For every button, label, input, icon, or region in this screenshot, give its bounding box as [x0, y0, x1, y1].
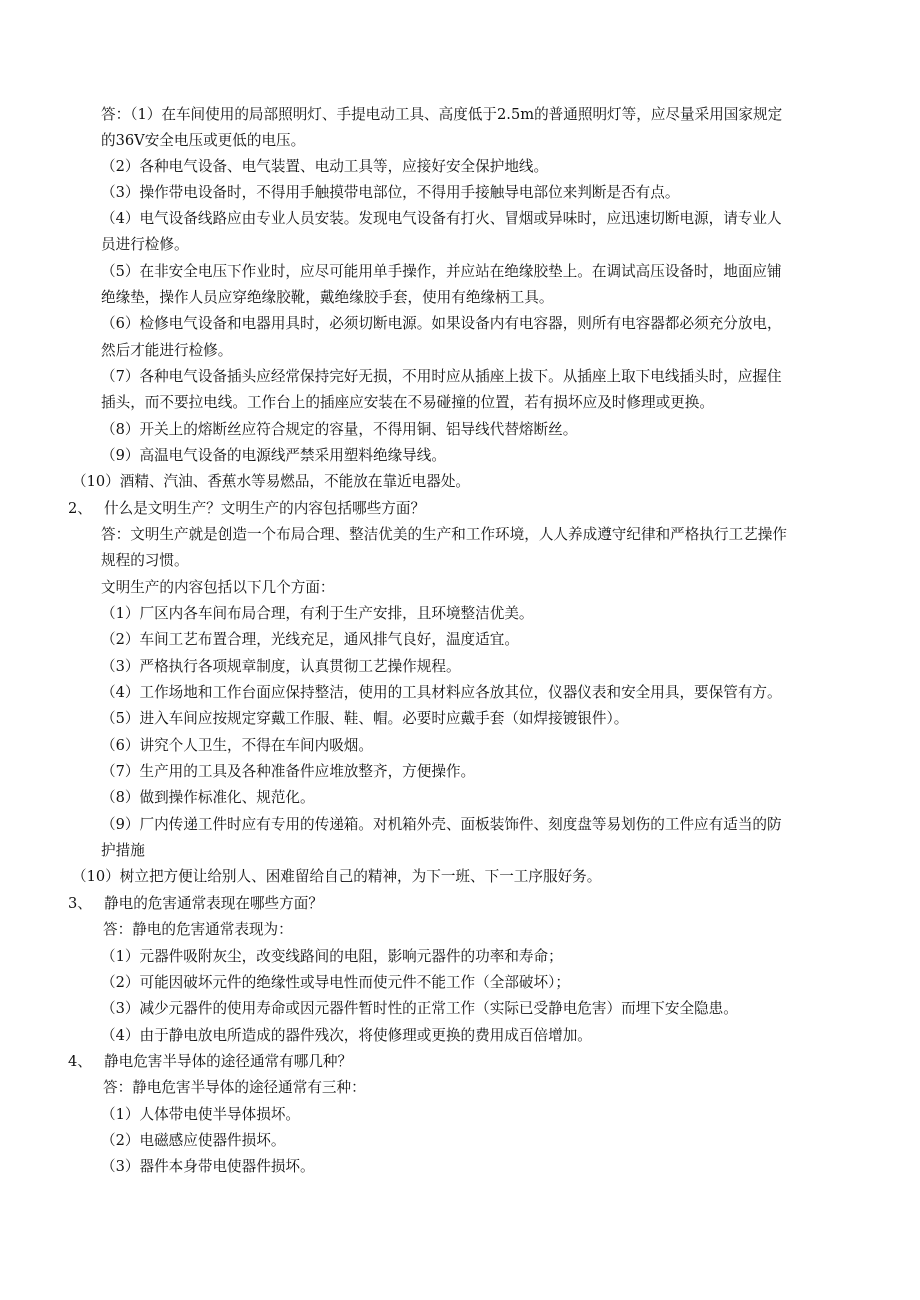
- answer-item: （2）车间工艺布置合理，光线充足，通风排气良好，温度适宜。: [101, 631, 519, 648]
- answer-item: （10）酒精、汽油、香蕉水等易燃品，不能放在靠近电器处。: [72, 473, 471, 490]
- answer-line: 文明生产的内容包括以下几个方面：: [101, 579, 335, 596]
- answer-item: （8）开关上的熔断丝应符合规定的容量，不得用铜、铝导线代替熔断丝。: [101, 421, 578, 438]
- answer-item: （7）生产用的工具及各种准备件应堆放整齐，方便操作。: [101, 763, 476, 780]
- answer-item: （2）各种电气设备、电气装置、电动工具等，应接好安全保护地线。: [101, 158, 549, 175]
- question-number: 2、: [68, 500, 92, 517]
- question-number: 4、: [68, 1053, 92, 1070]
- answer-line: 员进行检修。: [101, 236, 189, 253]
- answer-line: 答：静电的危害通常表现为：: [103, 921, 293, 938]
- answer-line: 插头，而不要拉电线。工作台上的插座应安装在不易碰撞的位置，若有损坏应及时修理或更换。: [101, 394, 714, 411]
- answer-item: （4）工作场地和工作台面应保持整洁，使用的工具材料应各放其位，仪器仪表和安全用具，要保管有方。: [101, 684, 782, 701]
- question-heading: [68, 496, 425, 522]
- answer-line: 护措施: [101, 842, 145, 859]
- answer-line: 答：（1）在车间使用的局部照明灯、手提电动工具、高度低于2.5m的普通照明灯等，应尽量采用国家规定: [101, 106, 783, 123]
- question-number: 3、: [68, 895, 92, 912]
- answer-line: 绝缘垫，操作人员应穿绝缘胶靴，戴绝缘胶手套，使用有绝缘柄工具。: [101, 289, 554, 306]
- answer-item: （10）树立把方便让给别人、困难留给自己的精神，为下一班、下一工序服好务。: [72, 868, 602, 885]
- answer-item: （5）进入车间应按规定穿戴工作服、鞋、帽。必要时应戴手套（如焊接镀银件）。: [101, 710, 629, 727]
- question-text: 静电危害半导体的途径通常有哪几种？: [104, 1053, 353, 1070]
- answer-item: （2）电磁感应使器件损坏。: [101, 1132, 286, 1149]
- answer-item: （1）厂区内各车间布局合理，有利于生产安排，且环境整洁优美。: [101, 605, 534, 622]
- question-heading: [68, 891, 323, 917]
- answer-item: （4）由于静电放电所造成的器件残次，将使修理或更换的费用成百倍增加。: [101, 1027, 592, 1044]
- answer-item: （6）讲究个人卫生，不得在车间内吸烟。: [101, 737, 373, 754]
- answer-item: （1）元器件吸附灰尘，改变线路间的电阻，影响元器件的功率和寿命；: [101, 948, 563, 965]
- answer-line: 然后才能进行检修。: [101, 342, 233, 359]
- answer-line: 答：静电危害半导体的途径通常有三种：: [103, 1079, 366, 1096]
- answer-item: （9）高温电气设备的电源线严禁采用塑料绝缘导线。: [101, 447, 446, 464]
- answer-line: 答：文明生产就是创造一个布局合理、整洁优美的生产和工作环境，人人养成遵守纪律和严格执行工艺操作: [101, 526, 787, 543]
- answer-item: （1）人体带电使半导体损坏。: [101, 1106, 301, 1123]
- answer-line: 规程的习惯。: [101, 552, 189, 569]
- answer-item: （5）在非安全电压下作业时，应尽可能用单手操作，并应站在绝缘胶垫上。在调试高压设备时，地面应铺: [101, 263, 782, 280]
- answer-item: （3）严格执行各项规章制度，认真贯彻工艺操作规程。: [101, 658, 461, 675]
- answer-item: （7）各种电气设备插头应经常保持完好无损，不用时应从插座上拔下。从插座上取下电线插头时，应握住: [101, 368, 782, 385]
- answer-item: （4）电气设备线路应由专业人员安装。发现电气设备有打火、冒烟或异味时，应迅速切断电源，请专业人: [101, 210, 782, 227]
- answer-item: （8）做到操作标准化、规范化。: [101, 789, 315, 806]
- answer-item: （6）检修电气设备和电器用具时，必须切断电源。如果设备内有电容器，则所有电容器都必须充分放电，: [101, 315, 782, 332]
- answer-item: （3）减少元器件的使用寿命或因元器件暂时性的正常工作（实际已受静电危害）而埋下安全隐患。: [101, 1000, 738, 1017]
- question-heading: [68, 1049, 352, 1075]
- answer-item: （3）器件本身带电使器件损坏。: [101, 1158, 315, 1175]
- answer-line: 的36V安全电压或更低的电压。: [101, 132, 306, 149]
- answer-item: （9）厂内传递工件时应有专用的传递箱。对机箱外壳、面板装饰件、刻度盘等易划伤的工件应有适当的防: [101, 816, 782, 833]
- answer-item: （3）操作带电设备时，不得用手触摸带电部位，不得用手接触导电部位来判断是否有点。: [101, 184, 680, 201]
- question-text: 静电的危害通常表现在哪些方面？: [104, 895, 323, 912]
- question-text: 什么是文明生产？文明生产的内容包括哪些方面？: [104, 500, 426, 517]
- answer-item: （2）可能因破坏元件的绝缘性或导电性而使元件不能工作（全部破坏）；: [101, 974, 570, 991]
